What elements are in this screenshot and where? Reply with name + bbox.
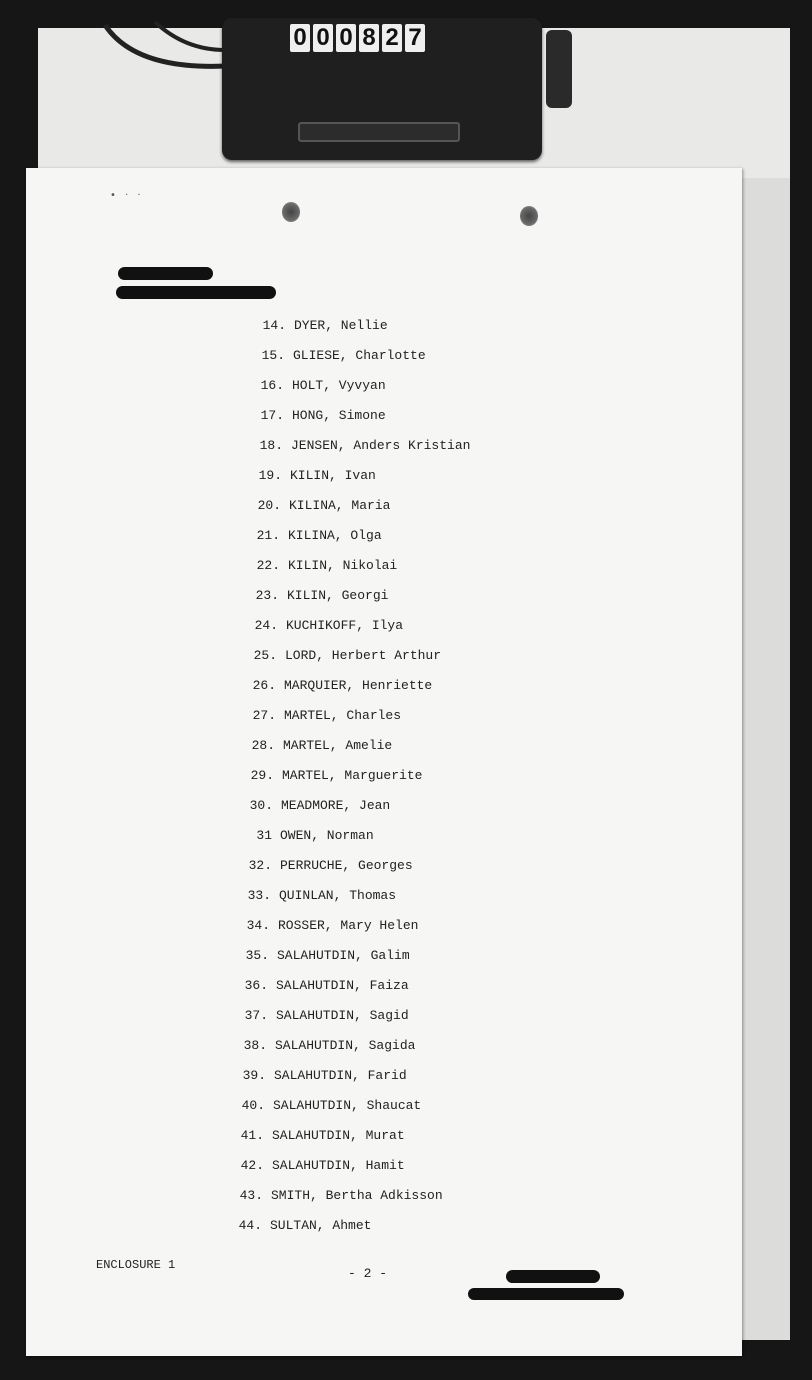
entry-name: MARTEL, Amelie [283, 737, 393, 753]
entry-name: SALAHUTDIN, Shaucat [273, 1097, 422, 1113]
list-item [232, 1004, 409, 1026]
entry-number: 38. [243, 1037, 267, 1053]
entry-number: 19. [258, 467, 282, 483]
entry-number: 44. [238, 1217, 262, 1233]
entry-name: SALAHUTDIN, Farid [274, 1067, 407, 1083]
punch-hole-right [520, 206, 538, 226]
list-item [238, 764, 422, 786]
entry-number: 18. [259, 437, 283, 453]
list-item [230, 1064, 407, 1086]
entry-number: 14. [262, 317, 286, 333]
entry-name: OWEN, Norman [280, 827, 374, 843]
entry-number: 39. [242, 1067, 266, 1083]
list-item [232, 974, 409, 996]
entry-number: 22. [256, 557, 280, 573]
entry-number: 41. [240, 1127, 264, 1143]
entry-number: 30. [249, 797, 273, 813]
list-item [227, 1184, 443, 1206]
entry-name: SALAHUTDIN, Sagida [275, 1037, 416, 1053]
list-item [235, 884, 396, 906]
entry-number: 16. [260, 377, 284, 393]
entry-name: ROSSER, Mary Helen [278, 917, 419, 933]
entry-number: 40. [241, 1097, 265, 1113]
counter-knob [546, 30, 572, 108]
list-item [228, 1154, 405, 1176]
entry-name: PERRUCHE, Georges [280, 857, 413, 873]
list-item [245, 494, 390, 516]
entry-number: 31 [256, 827, 272, 843]
list-item [246, 464, 376, 486]
entry-number: 21. [256, 527, 280, 543]
list-item [244, 524, 382, 546]
list-item [234, 914, 418, 936]
list-item [236, 824, 374, 846]
entry-name: HONG, Simone [292, 407, 386, 423]
enclosure-label: ENCLOSURE 1 [96, 1258, 176, 1272]
list-item [240, 674, 432, 696]
backing-strip [742, 178, 790, 1340]
list-item [247, 434, 470, 456]
entry-name: SULTAN, Ahmet [270, 1217, 372, 1233]
counter-plate [298, 122, 460, 142]
entry-number: 33. [247, 887, 271, 903]
list-item [248, 374, 386, 396]
entry-number: 17. [260, 407, 284, 423]
list-item [233, 944, 410, 966]
counter-digit: 0 [313, 24, 333, 52]
list-item [240, 704, 401, 726]
entry-number: 35. [245, 947, 269, 963]
entry-name: MARTEL, Marguerite [282, 767, 423, 783]
redaction-mark-3 [506, 1270, 600, 1283]
entry-number: 23. [255, 587, 279, 603]
list-item [241, 644, 441, 666]
entry-name: QUINLAN, Thomas [279, 887, 397, 903]
list-item [250, 314, 388, 336]
entry-name: SALAHUTDIN, Sagid [276, 1007, 409, 1023]
entry-name: KUCHIKOFF, Ilya [286, 617, 404, 633]
entry-number: 34. [246, 917, 270, 933]
counter-digits [290, 24, 425, 52]
counter-cable [95, 20, 235, 80]
redaction-mark-2 [116, 286, 276, 299]
entry-name: SALAHUTDIN, Faiza [276, 977, 409, 993]
entry-name: HOLT, Vyvyan [292, 377, 386, 393]
entry-number: 20. [257, 497, 281, 513]
entry-number: 25. [253, 647, 277, 663]
list-item [237, 794, 390, 816]
entry-name: JENSEN, Anders Kristian [291, 437, 471, 453]
list-item [226, 1214, 371, 1236]
entry-number: 29. [250, 767, 274, 783]
entry-name: SALAHUTDIN, Galim [277, 947, 410, 963]
entry-name: KILINA, Maria [289, 497, 391, 513]
counter-digit: 2 [382, 24, 402, 52]
entry-name: SALAHUTDIN, Murat [272, 1127, 405, 1143]
entry-name: KILIN, Nikolai [288, 557, 398, 573]
redaction-mark-1 [118, 267, 213, 280]
page-number: - 2 - [348, 1266, 388, 1281]
list-item [248, 404, 386, 426]
entry-number: 27. [252, 707, 276, 723]
entry-name: KILIN, Ivan [290, 467, 376, 483]
list-item [242, 614, 403, 636]
list-item [249, 344, 426, 366]
list-item [244, 554, 397, 576]
list-item [239, 734, 392, 756]
counter-digit: 0 [336, 24, 356, 52]
entry-name: SALAHUTDIN, Hamit [272, 1157, 405, 1173]
entry-name: GLIESE, Charlotte [293, 347, 426, 363]
entry-name: KILINA, Olga [288, 527, 382, 543]
entry-name: MEADMORE, Jean [281, 797, 391, 813]
entry-name: MARTEL, Charles [284, 707, 402, 723]
frame-counter [222, 18, 542, 160]
list-item [236, 854, 413, 876]
document-page [26, 168, 742, 1356]
entry-number: 24. [254, 617, 278, 633]
list-item [228, 1124, 405, 1146]
entry-number: 37. [244, 1007, 268, 1023]
entry-name: KILIN, Georgi [287, 587, 389, 603]
punch-hole-left [282, 202, 300, 222]
list-item [231, 1034, 415, 1056]
counter-digit: 0 [290, 24, 310, 52]
entry-number: 28. [251, 737, 275, 753]
entry-number: 42. [240, 1157, 264, 1173]
counter-digit: 7 [405, 24, 425, 52]
entry-name: MARQUIER, Henriette [284, 677, 433, 693]
counter-digit: 8 [359, 24, 379, 52]
entry-number: 43. [239, 1187, 263, 1203]
list-item [243, 584, 388, 606]
redaction-mark-4 [468, 1288, 624, 1300]
entry-name: DYER, Nellie [294, 317, 388, 333]
entry-number: 32. [248, 857, 272, 873]
entry-name: SMITH, Bertha Adkisson [271, 1187, 443, 1203]
scan-smudge: • · · [110, 190, 144, 201]
entry-number: 15. [261, 347, 285, 363]
entry-number: 26. [252, 677, 276, 693]
entry-name: LORD, Herbert Arthur [285, 647, 442, 663]
list-item [229, 1094, 421, 1116]
entry-number: 36. [244, 977, 268, 993]
